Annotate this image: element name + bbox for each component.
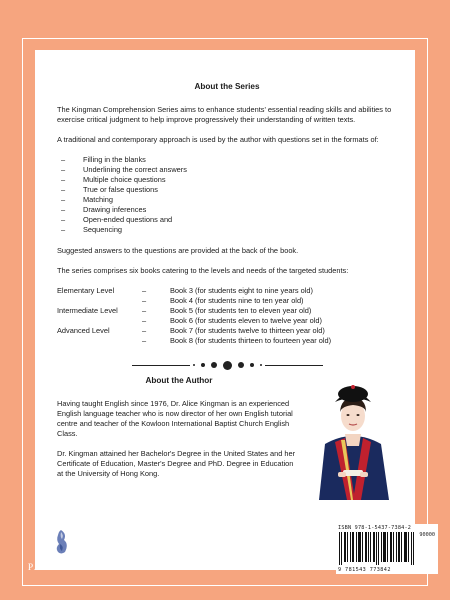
list-item: – Underlining the correct answers (61, 165, 187, 174)
author-portrait-illustration (305, 368, 401, 500)
author-bio-1: Having taught English since 1976, Dr. Alice Kingman is an experienced English language teacher who is now director of her own English tutorial centre and teacher of the Kowloon International Baptist Church English Class. (57, 399, 293, 438)
publisher-name: PARTRIDGE (27, 563, 95, 573)
table-row: – Book 4 (for students nine to ten year old) (142, 296, 304, 305)
divider-dot (250, 363, 254, 367)
divider-dot (238, 362, 244, 368)
isbn-number: ISBN 978-1-5437-7384-2 (338, 525, 412, 531)
list-item: – Multiple choice questions (61, 175, 166, 184)
list-item: – Open-ended questions and (61, 215, 173, 224)
divider-line (265, 365, 323, 366)
table-row: – Book 8 (for students thirteen to fourteen year old) (142, 336, 332, 345)
author-photo (305, 368, 401, 500)
list-item: – Filling in the blanks (61, 155, 146, 164)
answers-note: Suggested answers to the questions are provided at the back of the book. (57, 246, 299, 255)
barcode-digits: 9 781543 773842 (338, 567, 391, 573)
question-formats-list (57, 155, 397, 235)
list-item: – True or false questions (61, 185, 158, 194)
divider-dot (201, 363, 205, 367)
author-bio-2: Dr. Kingman attained her Bachelor's Degree in the United States and her Certificate of Education, Master's Degree and PhD. Degree in Education at the University of Hong Kong. (57, 449, 296, 478)
divider-dot (260, 364, 262, 366)
table-row: – Book 6 (for students eleven to twelve year old) (142, 316, 322, 325)
price-code: 90000 (419, 532, 435, 538)
isbn-barcode (336, 524, 438, 574)
author-heading: About the Author (145, 376, 213, 385)
series-approach: A traditional and contemporary approach is used by the author with questions set in the formats of: (57, 135, 379, 144)
list-item: – Matching (61, 195, 113, 204)
divider-dot (193, 364, 195, 366)
series-comprises: The series comprises six books catering to the levels and needs of the targeted students: (57, 266, 349, 275)
levels-table (57, 286, 397, 346)
list-item: – Drawing inferences (61, 205, 147, 214)
partridge-bird-icon (51, 528, 71, 556)
back-cover-content (57, 58, 397, 489)
series-intro: The Kingman Comprehension Series aims to enhance students' essential reading skills and abilities to exercise critical judgment to help improve progressively their understanding of written texts. (57, 105, 392, 124)
table-row: Advanced Level – Book 7 (for students twelve to thirteen year old) (57, 326, 325, 335)
table-row: Elementary Level – Book 3 (for students eight to nine years old) (57, 286, 313, 295)
table-row: Intermediate Level – Book 5 (for students ten to eleven year old) (57, 306, 312, 315)
divider-dot-center (223, 361, 232, 370)
barcode-bars (339, 532, 415, 565)
divider-dot (211, 362, 217, 368)
series-heading: About the Series (194, 82, 260, 91)
author-section (57, 376, 397, 479)
publisher-mark (18, 528, 104, 573)
list-item: – Sequencing (61, 225, 123, 234)
divider-line (132, 365, 190, 366)
